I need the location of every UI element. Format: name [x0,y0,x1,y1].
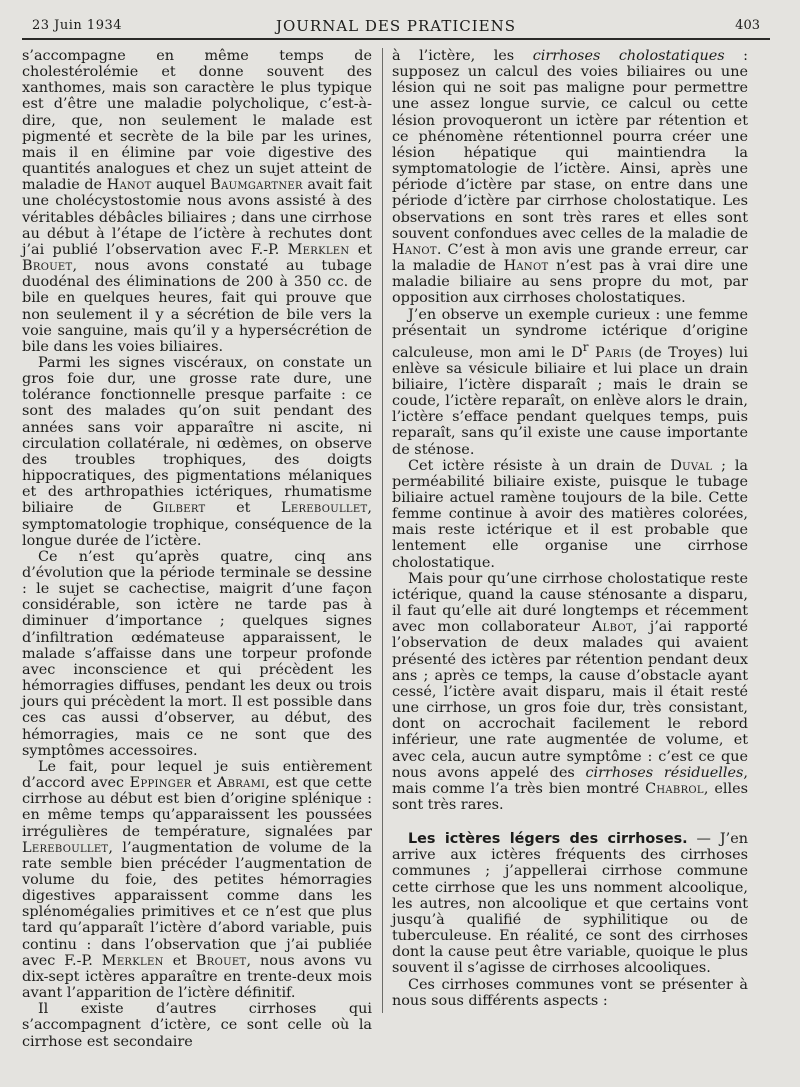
left-column [22,48,372,1050]
paragraph: Ce n’est qu’après quatre, cinq ans d’évolution que la période terminale se dessine : le sujet se cachectise, maigrit d’une façon considérable, son ictère ne tarde pas à diminuer d’importance ; quelques signes d’infiltration œdémateuse apparaissent, le malade s’affaisse dans une torpeur profonde avec inconscience et qui précèdent les hémorragies diffuses, pendant les deux ou trois jours qui précèdent la mort. Il est possible dans ces cas aussi d’observer, au début, des hémorragies, mais ce ne sont que des symptômes accessoires. [22,548,372,759]
paragraph: Le fait, pour lequel je suis entièrement d’accord avec Eppinger et Abrami, est que cette cirrhose au début est bien d’origine splénique : en même temps qu’apparaissent les poussées irrégulières de température, signalées par Lereboullet, l’augmentation de volume de la rate semble bien précéder l’augmentation de volume du foie, des petites hémorragies digestives apparaissent comme dans les splénomégalies primitives et ce n’est que plus tard qu’apparaît l’ictère d’abord variable, puis continu : dans l’observation que j’ai publiée avec F.-P. Merklen et Brouet, nous avons vu dix-sept ictères apparaître en trente-deux mois avant l’apparition de l’ictère définitif. [22,758,373,1002]
column-divider [382,48,383,1013]
section-paragraph: Les ictères légers des cirrhoses. — J’en arrive aux ictères fréquents des cirrhoses communes ; j’appellerai cirrhose commune cette cirrhose que les uns nomment alcoolique, les autres, non alcoolique et que certains vont jusqu’à qualifié de syphilitique ou de tuberculeuse. En réalité, ce sont des cirrhoses dont la cause peut être variable, quoique le plus souvent il s’agisse de cirrhoses alcooliques. [392,831,749,977]
paragraph: Il existe d’autres cirrhoses qui s’accompagnent d’ictère, ce sont celle où la cirrhose est secondaire [22,1001,372,1050]
paragraph: à l’ictère, les cirrhoses cholostatiques : supposez un calcul des voies biliaires ou une lésion qui ne soit pas maligne pour permettre une assez longue survie, ce calcul ou cette lésion provoqueront un ictère par rétention et ce phénomène rétentionnel pourra créer une lésion hépatique qui maintiendra la symptomatologie de l’ictère. Ainsi, après une période d’ictère par stase, on entre dans une période d’ictère par cirrhose cholostatique. Les observations en sont très rares et elles sont souvent confondues avec celles de la maladie de Hanot. C’est à mon avis une grande erreur, car la maladie de Hanot n’est pas à vrai dire une maladie biliaire au sens propre du mot, par opposition aux cirrhoses cholostatiques. [392,48,749,307]
section-heading: Les ictères légers des cirrhoses. [408,831,688,848]
paragraph: Ces cirrhoses communes vont se présenter à nous sous différents aspects : [392,976,748,1009]
paragraph: Cet ictère résiste à un drain de Duval ; la perméabilité biliaire existe, puisque le tubage biliaire actuel ramène toujours de la bile. Cette femme continue à avoir des matières colorées, mais reste ictérique et il est probable que lentement elle organise une cirrhose cholostatique. [392,457,749,571]
header-date: 23 Juin 1934 [32,18,123,33]
page-header [22,14,770,40]
page-number: 403 [735,18,760,33]
paragraph: Mais pour qu’une cirrhose cholostatique reste ictérique, quand la cause sténosante a disparu, il faut qu’elle ait duré longtemps et récemment avec mon collaborateur Albot, j’ai rapporté l’observation de deux malades qui avaient présenté des ictères par rétention pendant deux ans ; après ce temps, la cause d’obstacle ayant cessé, l’ictère avait disparu, mais il était resté une cirrhose, un gros foie dur, très consistant, dont on accrochait facilement le rebord inférieur, une rate augmentée de volume, et avec cela, aucun autre symptôme : c’est ce que nous avons appelé des cirrhoses résiduelles, mais comme l’a très bien montré Chabrol, elles sont très rares. [392,570,748,813]
paragraph: J’en observe un exemple curieux : une femme présentait un syndrome ictérique d’origine calculeuse, mon ami le $D^r$ Paris (de Troyes) lui enlève sa vésicule biliaire et lui place un drain biliaire, l’ictère disparaît ; mais le drain se coude, l’ictère reparaît, on enlève alors le drain, l’ictère s’efface pendant quelques temps, puis reparaît, sans qu’il existe une cause importante de sténose. [392,306,749,458]
paragraph: Parmi les signes viscéraux, on constate un gros foie dur, une grosse rate dure, une tolérance fonctionnelle presque parfaite : ce sont des malades qu’on suit pendant des années sans voir apparaître ni ascite, ni circulation collatérale, ni œdèmes, on observe des troubles trophiques, des doigts hippocratiques, des pigmentations mélaniques et des arthropathies ictériques, rhumatisme biliaire de Gilbert et Lereboullet, symptomatologie trophique, conséquence de la longue durée de l’ictère. [22,354,372,549]
journal-title: JOURNAL DES PRATICIENS [275,17,517,35]
right-column [392,48,748,1009]
paragraph: s’accompagne en même temps de cholestérolémie et donne souvent des xanthomes, mais son caractère le plus typique est d’être une maladie polycholique, c’est-à-dire, que, non seulement le malade est pigmenté et secrète de la bile par les urines, mais il en élimine par voie digestive des quantités analogues et chez un sujet atteint de maladie de Hanot auquel Baumgartner avait fait une cholécystostomie nous avons assisté à des véritables débâcles biliaires ; dans une cirrhose au début à l’étape de l’ictère à rechutes dont j’ai publié l’observation avec F.-P. Merklen et Brouet, nous avons constaté au tubage duodénal des éliminations de 200 à 350 cc. de bile en quelques heures, fait qui prouve que non seulement il y a sécrétion de bile vers la voie sanguine, mais qu’il y a hypersécrétion de bile dans les voies biliaires. [22,48,372,355]
